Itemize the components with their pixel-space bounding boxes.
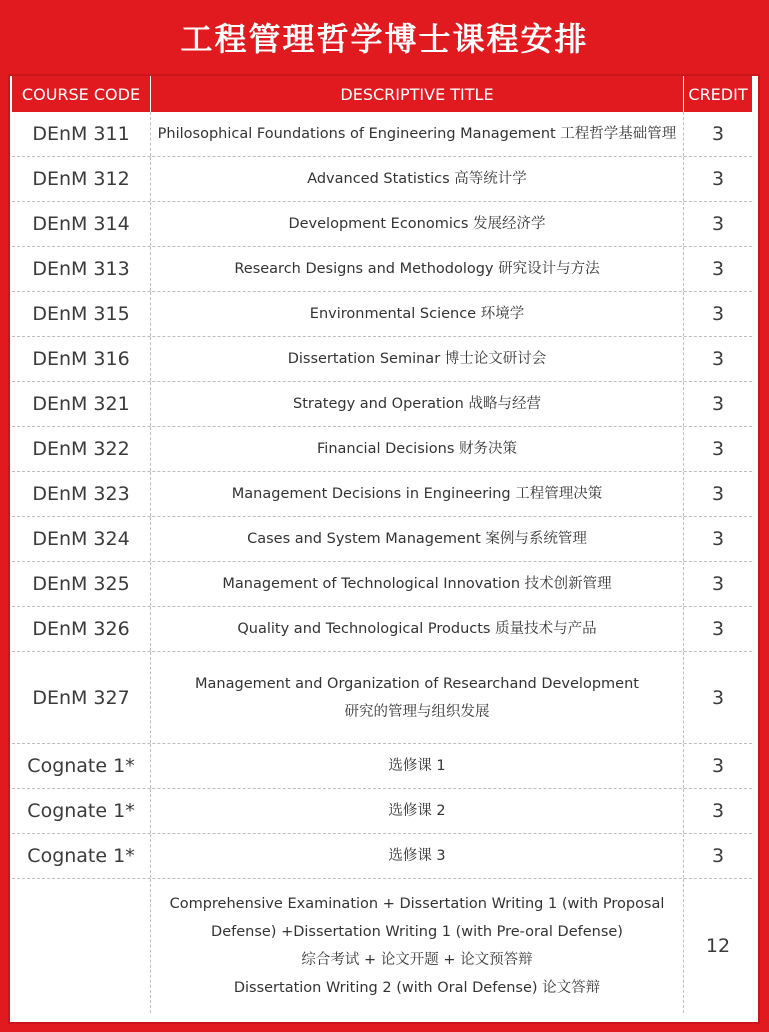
course-code: DEnM 311 [12, 112, 151, 156]
course-code: Cognate 1* [12, 834, 151, 878]
header-course-code: COURSE CODE [12, 76, 151, 112]
table-row [12, 382, 752, 427]
course-title-line: Dissertation Writing 2 (with Oral Defense) 论文答辩 [233, 980, 601, 996]
course-credit: 3 [711, 483, 725, 505]
course-code: DEnM 322 [12, 427, 151, 471]
course-code: DEnM 313 [12, 247, 151, 291]
header-descriptive-title: DESCRIPTIVE TITLE [151, 76, 684, 112]
course-credit: 3 [711, 168, 725, 190]
table-row [12, 652, 752, 744]
course-credit: 3 [711, 686, 725, 709]
header-credit: CREDIT [684, 76, 752, 112]
table-row [12, 157, 752, 202]
course-title: 选修课 3 [151, 834, 684, 878]
table-row [12, 789, 752, 834]
course-title: 选修课 1 [151, 744, 684, 788]
course-title: Quality and Technological Products 质量技术与产品 [151, 607, 684, 651]
table-row [12, 202, 752, 247]
course-title-line: 研究的管理与组织发展 [344, 703, 490, 720]
table-header [12, 76, 752, 112]
course-code: DEnM 315 [12, 292, 151, 336]
course-title: Dissertation Seminar 博士论文研讨会 [151, 337, 684, 381]
table-row [12, 744, 752, 789]
course-title: Environmental Science 环境学 [151, 292, 684, 336]
course-code: DEnM 321 [12, 382, 151, 426]
course-title: Philosophical Foundations of Engineering Management 工程哲学基础管理 [151, 112, 684, 156]
course-title: Strategy and Operation 战略与经营 [151, 382, 684, 426]
course-credit: 3 [711, 618, 725, 640]
course-credit: 3 [711, 213, 725, 235]
course-title: Financial Decisions 财务决策 [151, 427, 684, 471]
table-row [12, 112, 752, 157]
table-row [12, 292, 752, 337]
course-code: Cognate 1* [12, 789, 151, 833]
table-body [12, 112, 752, 1013]
course-code: DEnM 323 [12, 472, 151, 516]
course-title: Cases and System Management 案例与系统管理 [151, 517, 684, 561]
course-code: DEnM 327 [12, 652, 151, 743]
table-row [12, 562, 752, 607]
course-credit: 3 [711, 528, 725, 550]
course-code: DEnM 314 [12, 202, 151, 246]
course-credit: 3 [711, 258, 725, 280]
table-row [12, 879, 752, 1013]
course-credit: 3 [711, 845, 725, 867]
course-title-line: Management and Organization of Researchand Development [195, 675, 639, 692]
course-title: Management Decisions in Engineering 工程管理决策 [151, 472, 684, 516]
course-code: DEnM 316 [12, 337, 151, 381]
course-code: DEnM 325 [12, 562, 151, 606]
course-credit: 3 [711, 393, 725, 415]
course-title-line: 综合考试 + 论文开题 + 论文预答辩 [301, 952, 533, 968]
table-row [12, 337, 752, 382]
course-credit: 3 [711, 755, 725, 777]
course-title: Advanced Statistics 高等统计学 [151, 157, 684, 201]
course-credit: 3 [711, 573, 725, 595]
course-credit: 3 [711, 348, 725, 370]
table-row [12, 247, 752, 292]
course-title-line: Comprehensive Examination + Dissertation Writing 1 (with Proposal [169, 896, 665, 912]
course-credit: 3 [711, 303, 725, 325]
course-title [151, 879, 684, 1013]
course-code [12, 879, 151, 1013]
course-code: DEnM 312 [12, 157, 151, 201]
course-title: 选修课 2 [151, 789, 684, 833]
course-title [151, 652, 684, 743]
table-row [12, 517, 752, 562]
course-title-line: Defense) +Dissertation Writing 1 (with Pre-oral Defense) [211, 924, 623, 940]
course-title: Management of Technological Innovation 技术创新管理 [151, 562, 684, 606]
course-credit: 3 [711, 438, 725, 460]
table-row [12, 427, 752, 472]
course-credit: 3 [711, 800, 725, 822]
course-code: DEnM 324 [12, 517, 151, 561]
page-title: 工程管理哲学博士课程安排 [180, 20, 589, 58]
course-title: Research Designs and Methodology 研究设计与方法 [151, 247, 684, 291]
course-title: Development Economics 发展经济学 [151, 202, 684, 246]
course-credit: 3 [711, 123, 725, 145]
course-credit: 12 [705, 935, 731, 957]
table-row [12, 607, 752, 652]
course-code: DEnM 326 [12, 607, 151, 651]
table-row [12, 834, 752, 879]
course-code: Cognate 1* [12, 744, 151, 788]
table-row [12, 472, 752, 517]
